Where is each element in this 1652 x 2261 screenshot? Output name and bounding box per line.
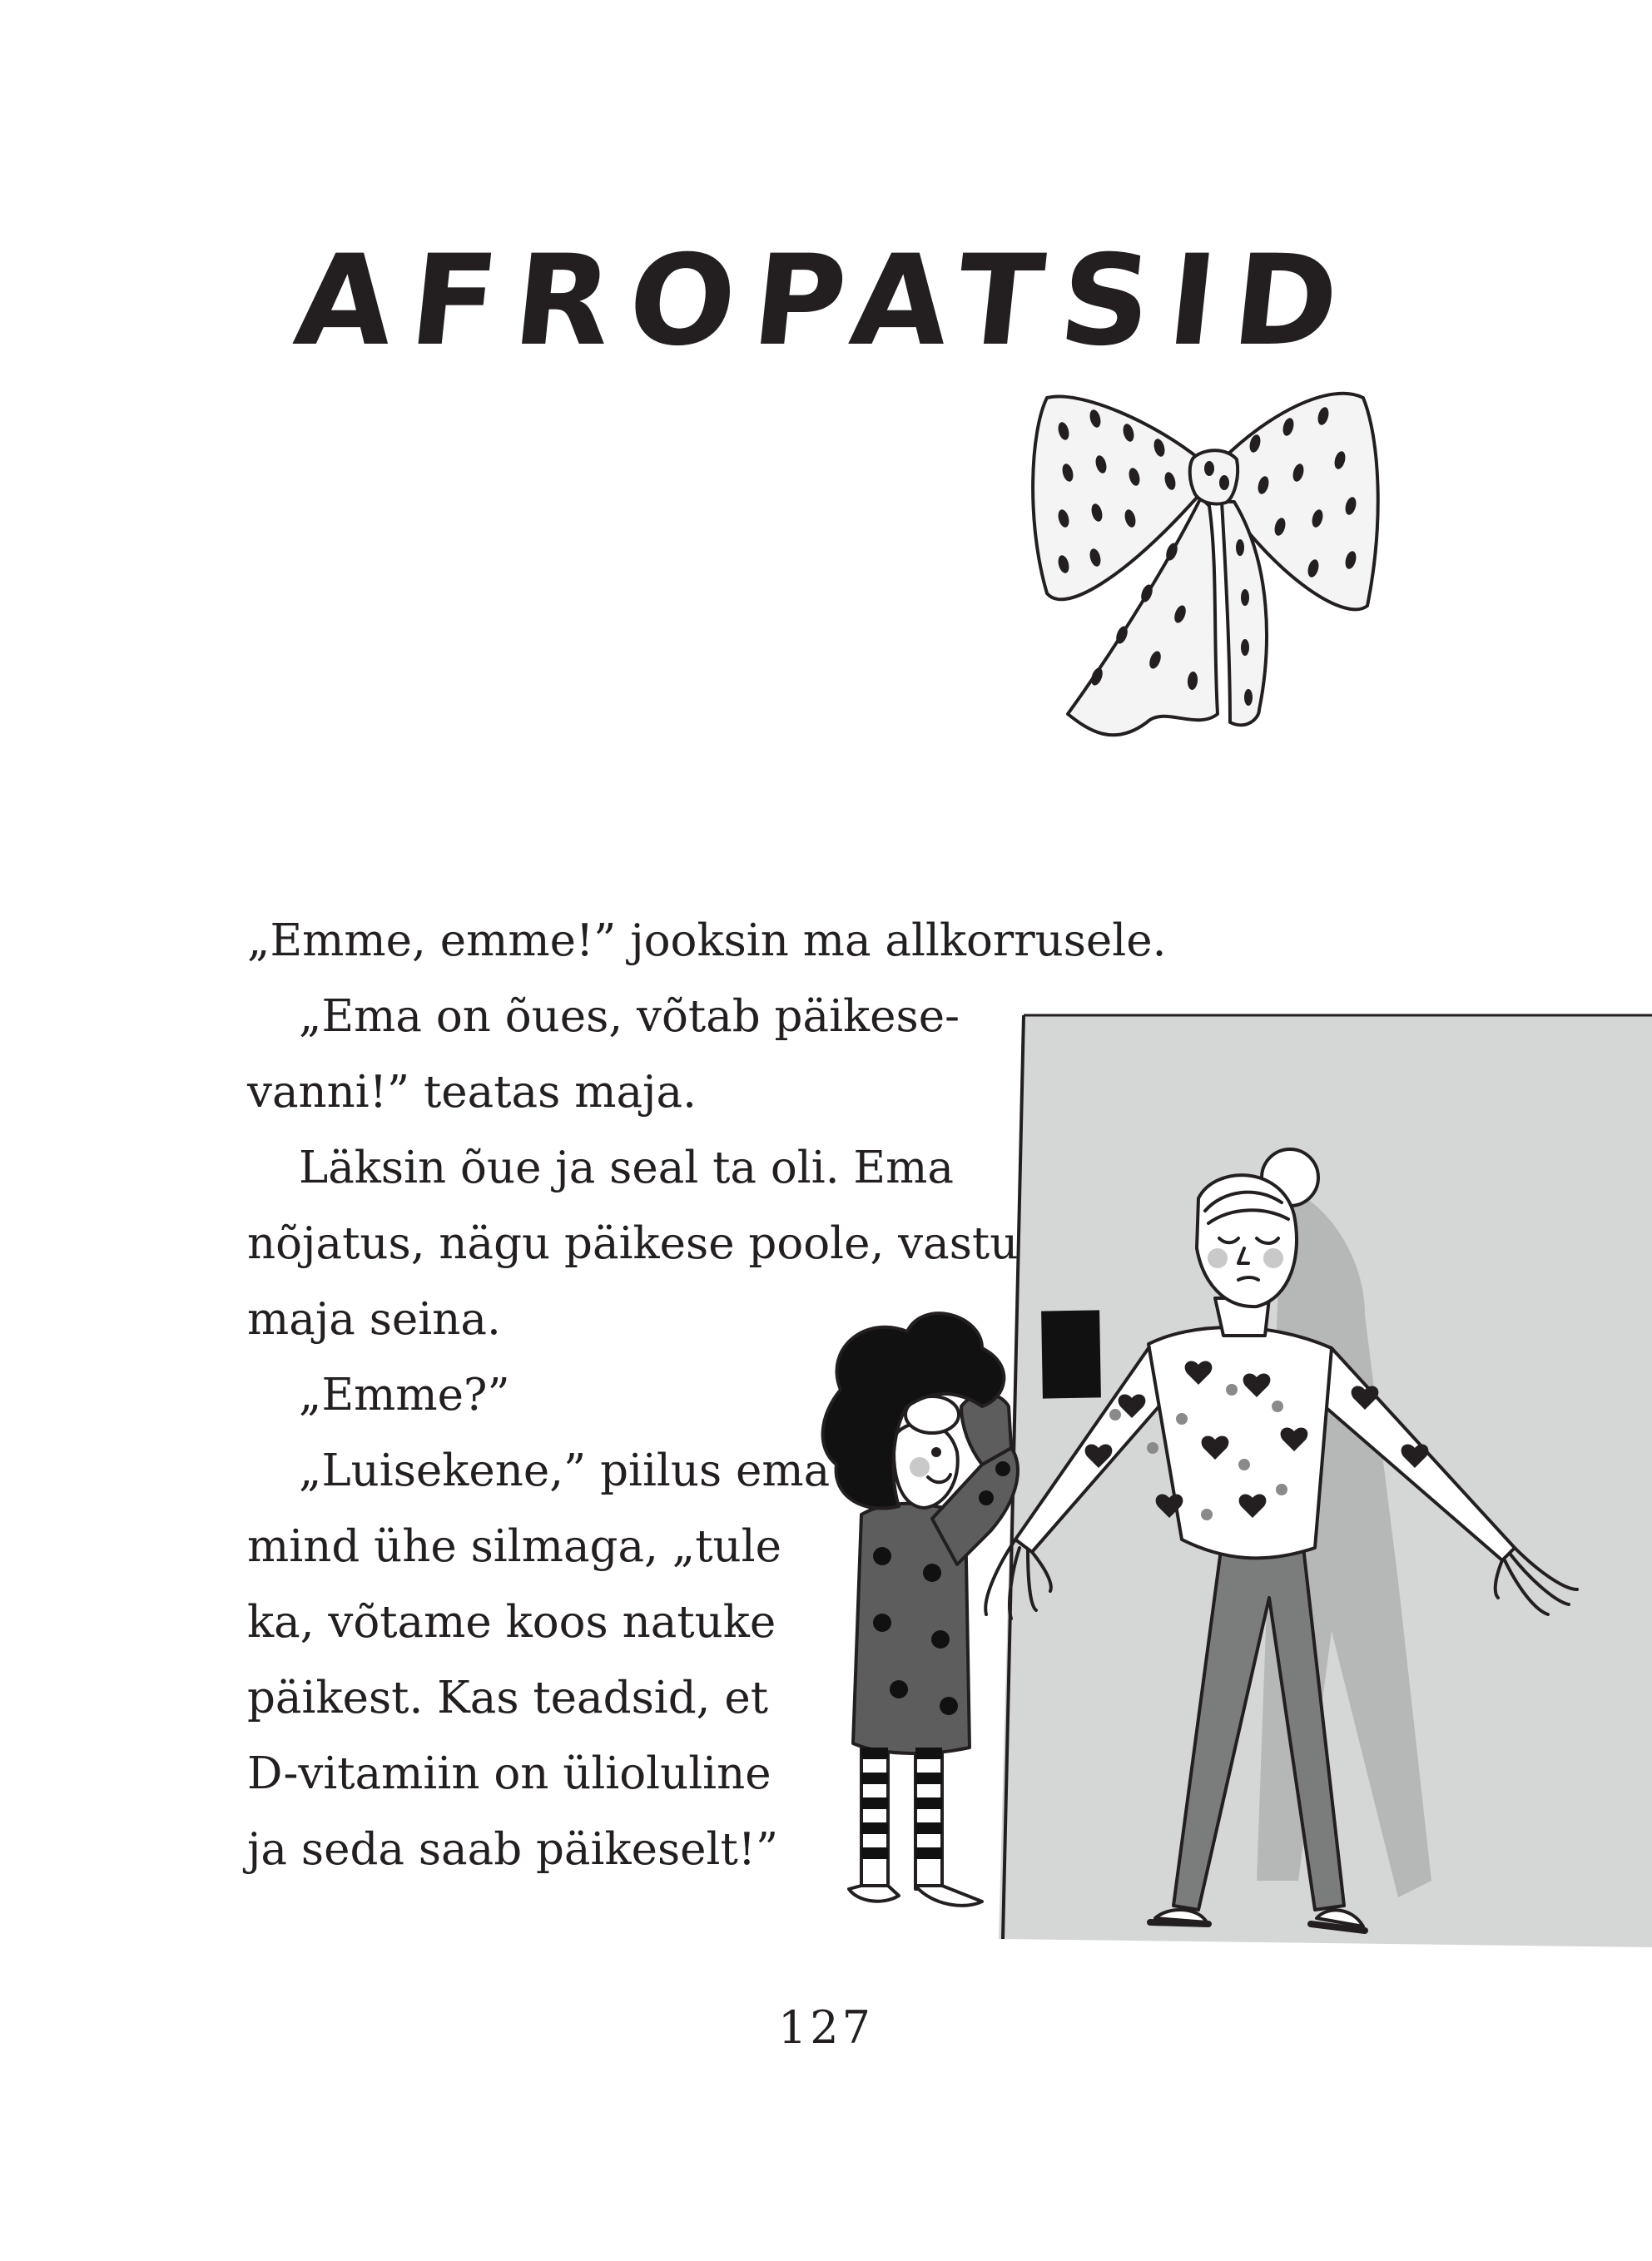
story-text <box>247 903 1167 1887</box>
story-line: päikest. Kas teadsid, et <box>247 1673 769 1723</box>
story-line: „Luisekene,” piilus ema <box>299 1445 831 1496</box>
story-line: ka, võtame koos natuke <box>247 1597 776 1648</box>
story-line: nõjatus, nägu päikese poole, vastu <box>247 1218 1019 1269</box>
story-line: „Emme, emme!” jooksin ma allkorrusele. <box>247 915 1167 966</box>
story-line: mind ühe silmaga, „tule <box>247 1521 781 1572</box>
chapter-title: AFROPATSID <box>288 229 1364 374</box>
polka-dot-bow-icon <box>1030 381 1380 739</box>
story-line: D-vitamiin on ülioluline <box>247 1748 771 1799</box>
page-number: 127 <box>777 2001 875 2054</box>
story-line: vanni!” teatas maja. <box>247 1067 697 1118</box>
story-line: „Emme?” <box>299 1370 510 1421</box>
story-line: maja seina. <box>247 1294 501 1345</box>
story-line: ja seda saab päikeselt!” <box>247 1824 779 1875</box>
story-line: Läksin õue ja seal ta oli. Ema <box>299 1143 954 1193</box>
story-line: „Ema on õues, võtab päikese- <box>299 991 960 1042</box>
